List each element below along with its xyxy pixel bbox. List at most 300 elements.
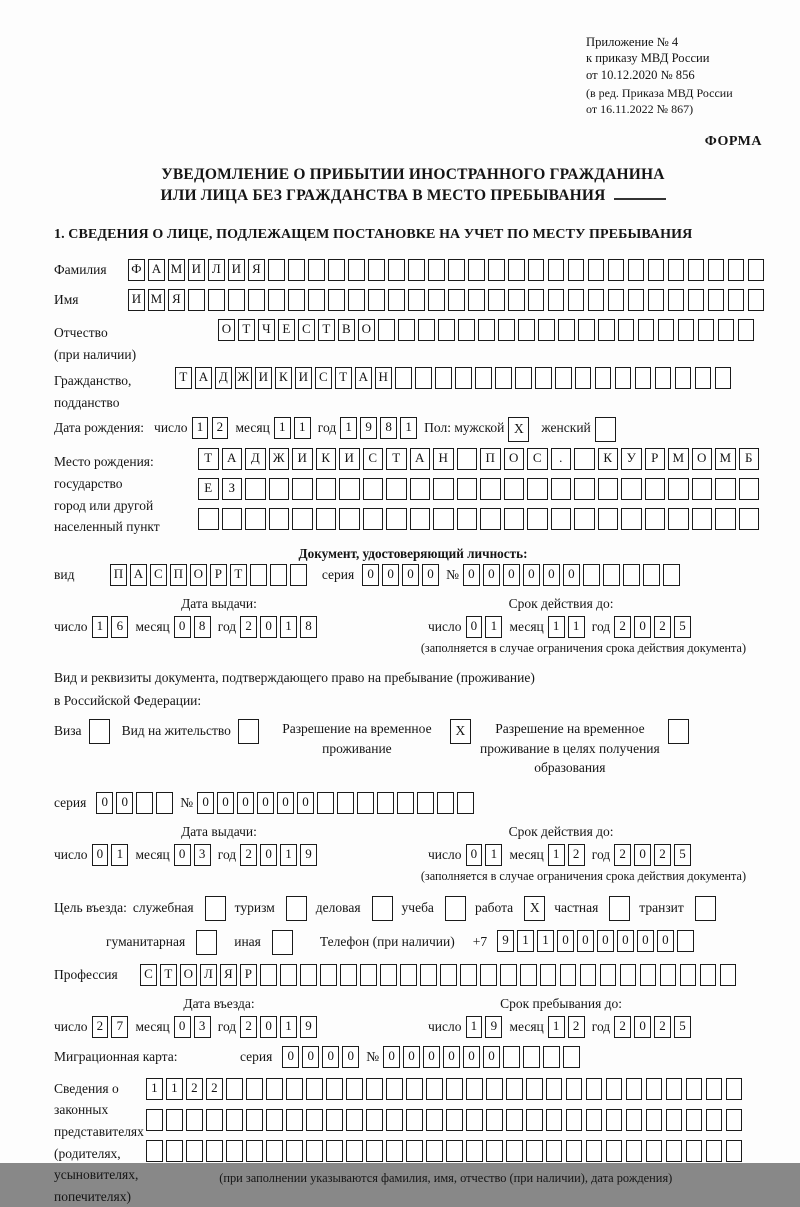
char-cell[interactable] bbox=[680, 964, 697, 986]
char-cell[interactable] bbox=[460, 964, 477, 986]
char-cell[interactable] bbox=[598, 319, 615, 341]
char-cell[interactable]: А bbox=[355, 367, 372, 389]
char-cell[interactable]: 0 bbox=[523, 564, 540, 586]
char-cell[interactable]: 0 bbox=[217, 792, 234, 814]
char-cell[interactable] bbox=[428, 289, 445, 311]
char-cell[interactable] bbox=[626, 1078, 643, 1100]
char-cell[interactable] bbox=[700, 964, 717, 986]
char-cell[interactable] bbox=[186, 1109, 203, 1131]
char-cell[interactable]: И bbox=[188, 259, 205, 281]
char-cell[interactable] bbox=[245, 478, 266, 500]
char-cell[interactable] bbox=[348, 259, 365, 281]
char-cell[interactable]: А bbox=[148, 259, 165, 281]
char-cell[interactable] bbox=[292, 478, 313, 500]
char-cell[interactable]: 3 bbox=[194, 1016, 211, 1038]
char-cell[interactable]: М bbox=[168, 259, 185, 281]
char-cell[interactable] bbox=[486, 1078, 503, 1100]
char-cell[interactable] bbox=[583, 564, 600, 586]
char-cell[interactable] bbox=[386, 1109, 403, 1131]
char-cell[interactable] bbox=[588, 259, 605, 281]
char-cell[interactable] bbox=[480, 478, 501, 500]
char-cell[interactable]: 0 bbox=[260, 1016, 277, 1038]
char-cell[interactable] bbox=[388, 259, 405, 281]
option-residence-permit-checkbox[interactable] bbox=[238, 719, 259, 744]
char-cell[interactable]: И bbox=[292, 448, 313, 470]
purpose-humanitarian-checkbox[interactable] bbox=[196, 930, 217, 955]
purpose-business-checkbox[interactable] bbox=[372, 896, 393, 921]
char-cell[interactable] bbox=[420, 964, 437, 986]
char-cell[interactable]: А bbox=[222, 448, 243, 470]
char-cell[interactable]: 2 bbox=[614, 616, 631, 638]
char-cell[interactable]: 2 bbox=[212, 417, 229, 439]
char-cell[interactable]: 0 bbox=[483, 564, 500, 586]
char-cell[interactable] bbox=[417, 792, 434, 814]
char-cell[interactable]: 2 bbox=[240, 1016, 257, 1038]
char-cell[interactable] bbox=[621, 478, 642, 500]
char-cell[interactable]: О bbox=[180, 964, 197, 986]
char-cell[interactable] bbox=[623, 564, 640, 586]
char-cell[interactable]: И bbox=[228, 259, 245, 281]
char-cell[interactable]: 0 bbox=[634, 1016, 651, 1038]
char-cell[interactable]: Ч bbox=[258, 319, 275, 341]
char-cell[interactable] bbox=[136, 792, 153, 814]
char-cell[interactable] bbox=[595, 367, 612, 389]
char-cell[interactable] bbox=[692, 478, 713, 500]
char-cell[interactable]: Я bbox=[168, 289, 185, 311]
char-cell[interactable] bbox=[457, 792, 474, 814]
char-cell[interactable] bbox=[640, 964, 657, 986]
char-cell[interactable] bbox=[486, 1140, 503, 1162]
char-cell[interactable] bbox=[535, 367, 552, 389]
char-cell[interactable] bbox=[340, 964, 357, 986]
char-cell[interactable]: 7 bbox=[111, 1016, 128, 1038]
char-cell[interactable] bbox=[446, 1078, 463, 1100]
char-cell[interactable] bbox=[645, 508, 666, 530]
char-cell[interactable]: 0 bbox=[463, 564, 480, 586]
char-cell[interactable] bbox=[748, 259, 765, 281]
char-cell[interactable] bbox=[415, 367, 432, 389]
char-cell[interactable] bbox=[368, 259, 385, 281]
char-cell[interactable]: 0 bbox=[116, 792, 133, 814]
char-cell[interactable] bbox=[608, 259, 625, 281]
char-cell[interactable]: С bbox=[527, 448, 548, 470]
char-cell[interactable] bbox=[706, 1109, 723, 1131]
option-visa-checkbox[interactable] bbox=[89, 719, 110, 744]
char-cell[interactable]: А bbox=[410, 448, 431, 470]
char-cell[interactable] bbox=[426, 1078, 443, 1100]
char-cell[interactable] bbox=[638, 319, 655, 341]
char-cell[interactable]: Н bbox=[375, 367, 392, 389]
char-cell[interactable] bbox=[546, 1109, 563, 1131]
char-cell[interactable]: Т bbox=[318, 319, 335, 341]
char-cell[interactable]: 1 bbox=[548, 1016, 565, 1038]
char-cell[interactable] bbox=[377, 792, 394, 814]
char-cell[interactable] bbox=[206, 1109, 223, 1131]
char-cell[interactable]: 1 bbox=[280, 1016, 297, 1038]
char-cell[interactable] bbox=[288, 289, 305, 311]
char-cell[interactable]: 8 bbox=[194, 616, 211, 638]
char-cell[interactable] bbox=[718, 319, 735, 341]
char-cell[interactable] bbox=[337, 792, 354, 814]
char-cell[interactable] bbox=[708, 289, 725, 311]
char-cell[interactable] bbox=[506, 1078, 523, 1100]
char-cell[interactable] bbox=[618, 319, 635, 341]
char-cell[interactable] bbox=[395, 367, 412, 389]
char-cell[interactable] bbox=[606, 1078, 623, 1100]
char-cell[interactable] bbox=[715, 478, 736, 500]
char-cell[interactable] bbox=[575, 367, 592, 389]
char-cell[interactable] bbox=[504, 478, 525, 500]
char-cell[interactable] bbox=[188, 289, 205, 311]
char-cell[interactable]: П bbox=[110, 564, 127, 586]
char-cell[interactable]: 0 bbox=[174, 616, 191, 638]
char-cell[interactable] bbox=[495, 367, 512, 389]
char-cell[interactable]: 1 bbox=[280, 844, 297, 866]
char-cell[interactable] bbox=[316, 478, 337, 500]
char-cell[interactable] bbox=[357, 792, 374, 814]
char-cell[interactable] bbox=[480, 508, 501, 530]
char-cell[interactable]: А bbox=[130, 564, 147, 586]
char-cell[interactable] bbox=[386, 478, 407, 500]
char-cell[interactable] bbox=[668, 508, 689, 530]
purpose-private-checkbox[interactable] bbox=[609, 896, 630, 921]
char-cell[interactable] bbox=[626, 1140, 643, 1162]
char-cell[interactable] bbox=[666, 1078, 683, 1100]
char-cell[interactable] bbox=[440, 964, 457, 986]
char-cell[interactable] bbox=[546, 1140, 563, 1162]
char-cell[interactable] bbox=[504, 508, 525, 530]
char-cell[interactable]: 0 bbox=[277, 792, 294, 814]
purpose-other-checkbox[interactable] bbox=[272, 930, 293, 955]
char-cell[interactable]: 0 bbox=[563, 564, 580, 586]
char-cell[interactable] bbox=[266, 1109, 283, 1131]
char-cell[interactable] bbox=[300, 964, 317, 986]
char-cell[interactable] bbox=[398, 319, 415, 341]
char-cell[interactable]: Е bbox=[278, 319, 295, 341]
char-cell[interactable]: 0 bbox=[463, 1046, 480, 1068]
char-cell[interactable] bbox=[523, 1046, 540, 1068]
char-cell[interactable] bbox=[568, 289, 585, 311]
char-cell[interactable] bbox=[648, 259, 665, 281]
char-cell[interactable] bbox=[306, 1140, 323, 1162]
char-cell[interactable]: 2 bbox=[568, 1016, 585, 1038]
char-cell[interactable]: И bbox=[128, 289, 145, 311]
char-cell[interactable] bbox=[366, 1078, 383, 1100]
char-cell[interactable] bbox=[246, 1140, 263, 1162]
char-cell[interactable]: 0 bbox=[297, 792, 314, 814]
char-cell[interactable] bbox=[406, 1109, 423, 1131]
char-cell[interactable] bbox=[558, 319, 575, 341]
char-cell[interactable] bbox=[435, 367, 452, 389]
char-cell[interactable] bbox=[675, 367, 692, 389]
char-cell[interactable] bbox=[438, 319, 455, 341]
char-cell[interactable]: 0 bbox=[543, 564, 560, 586]
char-cell[interactable] bbox=[268, 289, 285, 311]
char-cell[interactable] bbox=[666, 1140, 683, 1162]
char-cell[interactable] bbox=[408, 289, 425, 311]
char-cell[interactable]: 1 bbox=[568, 616, 585, 638]
char-cell[interactable] bbox=[540, 964, 557, 986]
char-cell[interactable] bbox=[268, 259, 285, 281]
char-cell[interactable]: 0 bbox=[557, 930, 574, 952]
char-cell[interactable]: О bbox=[504, 448, 525, 470]
char-cell[interactable]: 0 bbox=[282, 1046, 299, 1068]
char-cell[interactable] bbox=[578, 319, 595, 341]
char-cell[interactable]: Д bbox=[245, 448, 266, 470]
char-cell[interactable]: 2 bbox=[206, 1078, 223, 1100]
char-cell[interactable]: 2 bbox=[186, 1078, 203, 1100]
char-cell[interactable] bbox=[246, 1078, 263, 1100]
char-cell[interactable]: 0 bbox=[422, 564, 439, 586]
char-cell[interactable]: 0 bbox=[634, 616, 651, 638]
char-cell[interactable] bbox=[410, 478, 431, 500]
char-cell[interactable]: 2 bbox=[654, 1016, 671, 1038]
char-cell[interactable] bbox=[663, 564, 680, 586]
char-cell[interactable] bbox=[433, 478, 454, 500]
purpose-study-checkbox[interactable] bbox=[445, 896, 466, 921]
option-temp-residence-edu-checkbox[interactable] bbox=[668, 719, 689, 744]
char-cell[interactable] bbox=[526, 1078, 543, 1100]
char-cell[interactable]: 0 bbox=[174, 844, 191, 866]
char-cell[interactable] bbox=[748, 289, 765, 311]
char-cell[interactable]: П bbox=[170, 564, 187, 586]
char-cell[interactable] bbox=[503, 1046, 520, 1068]
char-cell[interactable] bbox=[574, 478, 595, 500]
char-cell[interactable]: 9 bbox=[497, 930, 514, 952]
char-cell[interactable]: 8 bbox=[380, 417, 397, 439]
char-cell[interactable] bbox=[677, 930, 694, 952]
char-cell[interactable] bbox=[588, 289, 605, 311]
char-cell[interactable]: 0 bbox=[362, 564, 379, 586]
char-cell[interactable] bbox=[486, 1109, 503, 1131]
char-cell[interactable]: 1 bbox=[92, 616, 109, 638]
char-cell[interactable] bbox=[198, 508, 219, 530]
char-cell[interactable] bbox=[726, 1109, 743, 1131]
char-cell[interactable] bbox=[286, 1140, 303, 1162]
char-cell[interactable]: 0 bbox=[657, 930, 674, 952]
char-cell[interactable] bbox=[245, 508, 266, 530]
char-cell[interactable] bbox=[708, 259, 725, 281]
char-cell[interactable] bbox=[546, 1078, 563, 1100]
char-cell[interactable] bbox=[548, 259, 565, 281]
char-cell[interactable] bbox=[688, 289, 705, 311]
char-cell[interactable] bbox=[468, 259, 485, 281]
char-cell[interactable] bbox=[551, 508, 572, 530]
char-cell[interactable] bbox=[621, 508, 642, 530]
char-cell[interactable]: 2 bbox=[240, 616, 257, 638]
char-cell[interactable] bbox=[406, 1078, 423, 1100]
char-cell[interactable] bbox=[655, 367, 672, 389]
char-cell[interactable] bbox=[458, 319, 475, 341]
char-cell[interactable]: Р bbox=[240, 964, 257, 986]
char-cell[interactable]: Т bbox=[386, 448, 407, 470]
char-cell[interactable] bbox=[226, 1078, 243, 1100]
char-cell[interactable] bbox=[222, 508, 243, 530]
char-cell[interactable]: 1 bbox=[280, 616, 297, 638]
char-cell[interactable] bbox=[166, 1109, 183, 1131]
char-cell[interactable]: К bbox=[275, 367, 292, 389]
char-cell[interactable] bbox=[446, 1109, 463, 1131]
char-cell[interactable] bbox=[728, 259, 745, 281]
char-cell[interactable]: Я bbox=[248, 259, 265, 281]
char-cell[interactable]: 1 bbox=[192, 417, 209, 439]
char-cell[interactable]: 0 bbox=[260, 616, 277, 638]
char-cell[interactable] bbox=[308, 289, 325, 311]
char-cell[interactable] bbox=[668, 289, 685, 311]
char-cell[interactable]: 1 bbox=[466, 1016, 483, 1038]
char-cell[interactable] bbox=[317, 792, 334, 814]
char-cell[interactable]: 1 bbox=[340, 417, 357, 439]
char-cell[interactable]: 0 bbox=[260, 844, 277, 866]
gender-male-checkbox[interactable]: X bbox=[508, 417, 529, 442]
char-cell[interactable] bbox=[226, 1140, 243, 1162]
char-cell[interactable]: 0 bbox=[237, 792, 254, 814]
char-cell[interactable]: 0 bbox=[637, 930, 654, 952]
char-cell[interactable] bbox=[560, 964, 577, 986]
char-cell[interactable]: И bbox=[339, 448, 360, 470]
char-cell[interactable] bbox=[566, 1109, 583, 1131]
char-cell[interactable]: А bbox=[195, 367, 212, 389]
char-cell[interactable] bbox=[250, 564, 267, 586]
char-cell[interactable] bbox=[520, 964, 537, 986]
char-cell[interactable]: У bbox=[621, 448, 642, 470]
char-cell[interactable] bbox=[363, 508, 384, 530]
char-cell[interactable] bbox=[508, 259, 525, 281]
char-cell[interactable] bbox=[528, 289, 545, 311]
char-cell[interactable] bbox=[506, 1109, 523, 1131]
char-cell[interactable]: С bbox=[298, 319, 315, 341]
gender-female-checkbox[interactable] bbox=[595, 417, 616, 442]
char-cell[interactable] bbox=[739, 478, 760, 500]
char-cell[interactable] bbox=[608, 289, 625, 311]
char-cell[interactable]: 0 bbox=[423, 1046, 440, 1068]
char-cell[interactable] bbox=[226, 1109, 243, 1131]
char-cell[interactable]: 3 bbox=[194, 844, 211, 866]
char-cell[interactable] bbox=[508, 289, 525, 311]
char-cell[interactable] bbox=[328, 259, 345, 281]
char-cell[interactable] bbox=[668, 478, 689, 500]
char-cell[interactable] bbox=[615, 367, 632, 389]
char-cell[interactable]: 9 bbox=[360, 417, 377, 439]
char-cell[interactable] bbox=[488, 259, 505, 281]
char-cell[interactable] bbox=[228, 289, 245, 311]
char-cell[interactable] bbox=[266, 1078, 283, 1100]
char-cell[interactable] bbox=[457, 508, 478, 530]
char-cell[interactable] bbox=[480, 964, 497, 986]
char-cell[interactable]: 9 bbox=[485, 1016, 502, 1038]
char-cell[interactable] bbox=[418, 319, 435, 341]
char-cell[interactable]: Т bbox=[238, 319, 255, 341]
char-cell[interactable]: 0 bbox=[483, 1046, 500, 1068]
char-cell[interactable] bbox=[406, 1140, 423, 1162]
char-cell[interactable] bbox=[506, 1140, 523, 1162]
char-cell[interactable] bbox=[286, 1078, 303, 1100]
char-cell[interactable] bbox=[339, 508, 360, 530]
char-cell[interactable] bbox=[286, 1109, 303, 1131]
char-cell[interactable] bbox=[668, 259, 685, 281]
char-cell[interactable] bbox=[726, 1078, 743, 1100]
char-cell[interactable] bbox=[388, 289, 405, 311]
char-cell[interactable] bbox=[363, 478, 384, 500]
char-cell[interactable]: Р bbox=[645, 448, 666, 470]
char-cell[interactable] bbox=[515, 367, 532, 389]
char-cell[interactable]: З bbox=[222, 478, 243, 500]
char-cell[interactable]: К bbox=[598, 448, 619, 470]
char-cell[interactable] bbox=[706, 1140, 723, 1162]
char-cell[interactable]: 2 bbox=[92, 1016, 109, 1038]
char-cell[interactable] bbox=[635, 367, 652, 389]
char-cell[interactable] bbox=[326, 1109, 343, 1131]
char-cell[interactable]: Ф bbox=[128, 259, 145, 281]
char-cell[interactable] bbox=[500, 964, 517, 986]
purpose-work-checkbox[interactable]: X bbox=[524, 896, 545, 921]
char-cell[interactable]: 1 bbox=[111, 844, 128, 866]
char-cell[interactable]: 1 bbox=[400, 417, 417, 439]
char-cell[interactable] bbox=[574, 448, 595, 470]
purpose-tourism-checkbox[interactable] bbox=[286, 896, 307, 921]
char-cell[interactable]: Л bbox=[200, 964, 217, 986]
char-cell[interactable]: Д bbox=[215, 367, 232, 389]
char-cell[interactable]: 0 bbox=[577, 930, 594, 952]
char-cell[interactable] bbox=[488, 289, 505, 311]
char-cell[interactable]: 1 bbox=[294, 417, 311, 439]
char-cell[interactable] bbox=[706, 1078, 723, 1100]
char-cell[interactable]: 9 bbox=[300, 844, 317, 866]
char-cell[interactable]: 0 bbox=[403, 1046, 420, 1068]
char-cell[interactable] bbox=[366, 1140, 383, 1162]
char-cell[interactable]: М bbox=[148, 289, 165, 311]
char-cell[interactable] bbox=[433, 508, 454, 530]
char-cell[interactable] bbox=[538, 319, 555, 341]
char-cell[interactable]: Я bbox=[220, 964, 237, 986]
char-cell[interactable] bbox=[386, 1078, 403, 1100]
char-cell[interactable] bbox=[316, 508, 337, 530]
char-cell[interactable]: 5 bbox=[674, 1016, 691, 1038]
char-cell[interactable] bbox=[457, 478, 478, 500]
char-cell[interactable] bbox=[290, 564, 307, 586]
char-cell[interactable] bbox=[478, 319, 495, 341]
char-cell[interactable] bbox=[348, 289, 365, 311]
char-cell[interactable]: 0 bbox=[617, 930, 634, 952]
char-cell[interactable]: О bbox=[358, 319, 375, 341]
char-cell[interactable] bbox=[466, 1078, 483, 1100]
char-cell[interactable] bbox=[270, 564, 287, 586]
char-cell[interactable]: С bbox=[315, 367, 332, 389]
char-cell[interactable]: 0 bbox=[342, 1046, 359, 1068]
char-cell[interactable]: 1 bbox=[146, 1078, 163, 1100]
char-cell[interactable] bbox=[386, 508, 407, 530]
char-cell[interactable] bbox=[586, 1109, 603, 1131]
char-cell[interactable] bbox=[598, 508, 619, 530]
char-cell[interactable] bbox=[269, 478, 290, 500]
char-cell[interactable]: Т bbox=[175, 367, 192, 389]
char-cell[interactable] bbox=[728, 289, 745, 311]
char-cell[interactable]: 1 bbox=[166, 1078, 183, 1100]
char-cell[interactable]: Б bbox=[739, 448, 760, 470]
char-cell[interactable] bbox=[426, 1140, 443, 1162]
char-cell[interactable] bbox=[686, 1078, 703, 1100]
char-cell[interactable]: 0 bbox=[92, 844, 109, 866]
char-cell[interactable] bbox=[666, 1109, 683, 1131]
char-cell[interactable] bbox=[156, 792, 173, 814]
char-cell[interactable] bbox=[468, 289, 485, 311]
char-cell[interactable]: Ж bbox=[269, 448, 290, 470]
char-cell[interactable] bbox=[306, 1078, 323, 1100]
char-cell[interactable] bbox=[686, 1140, 703, 1162]
char-cell[interactable]: 0 bbox=[197, 792, 214, 814]
char-cell[interactable] bbox=[527, 478, 548, 500]
char-cell[interactable] bbox=[620, 964, 637, 986]
